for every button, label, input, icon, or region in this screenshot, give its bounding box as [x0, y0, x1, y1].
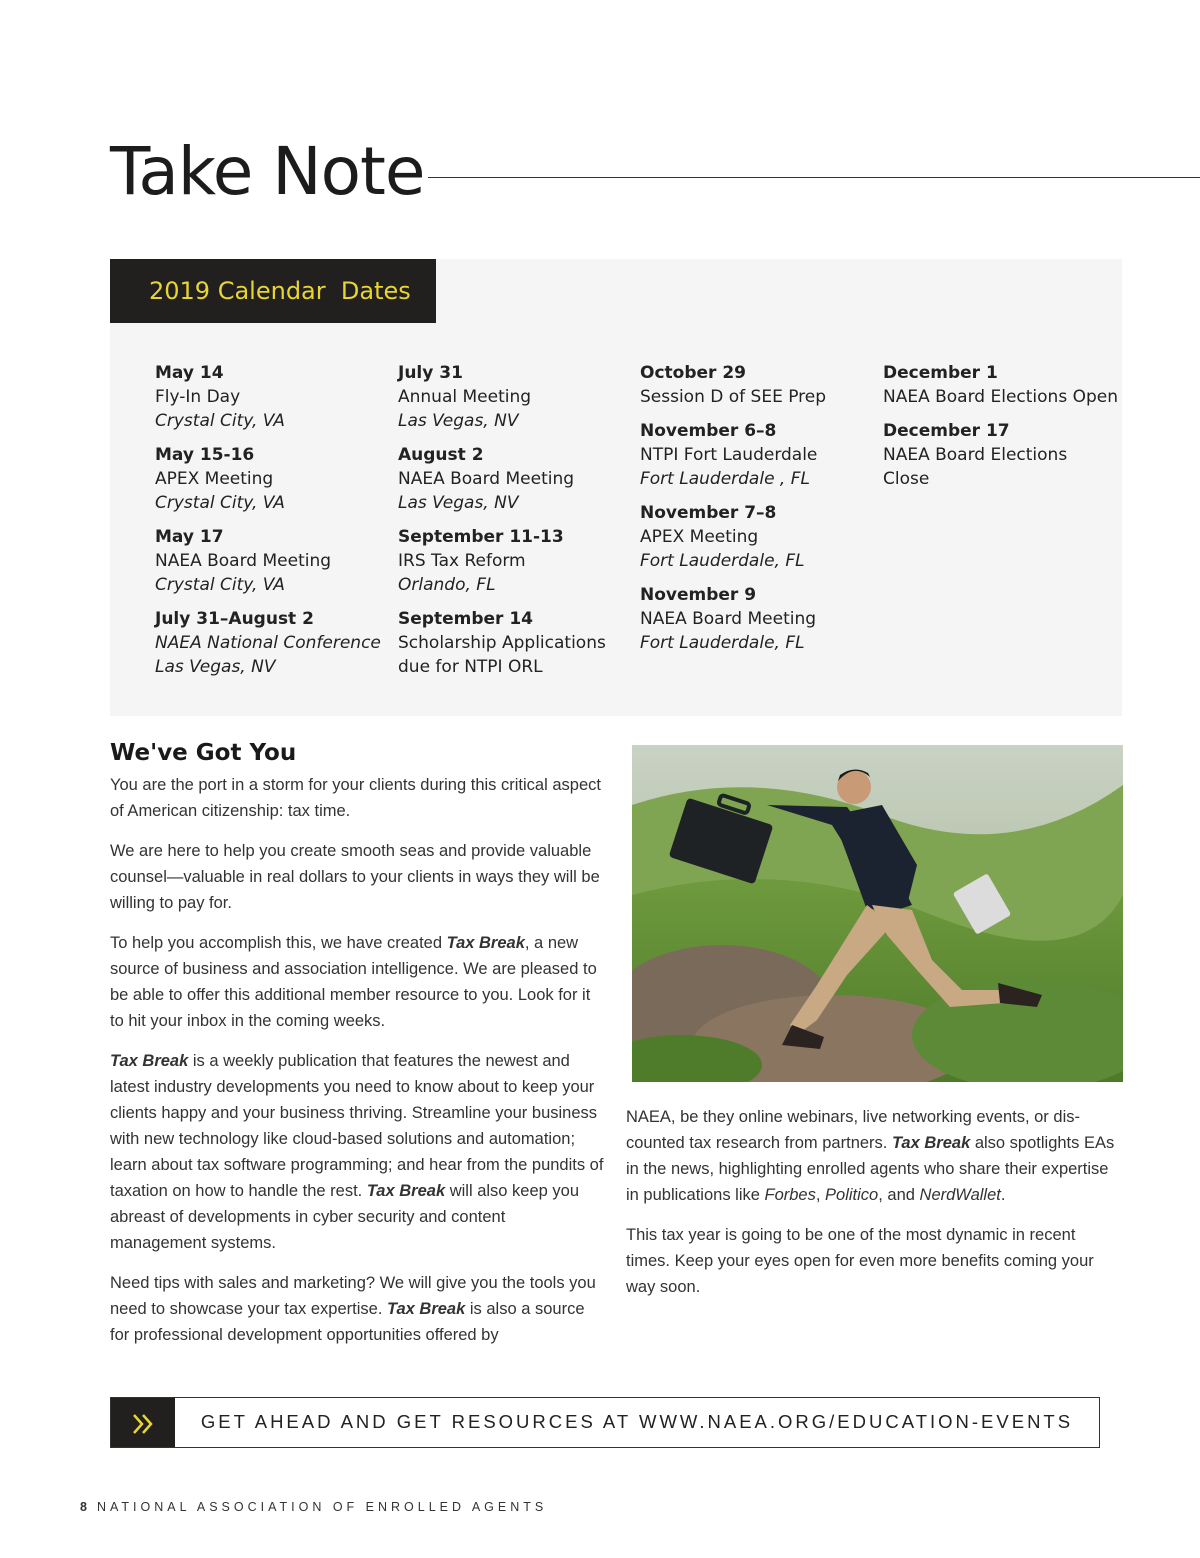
calendar-event	[155, 607, 395, 679]
event-detail: Orlando, FL	[398, 575, 496, 595]
event-title: NAEA National Conference	[155, 633, 381, 653]
event-title: APEX Meeting	[155, 469, 274, 489]
event-date: October 29	[640, 363, 746, 383]
event-title: IRS Tax Reform	[398, 551, 526, 571]
calendar-event	[398, 443, 638, 515]
calendar-panel	[110, 259, 1122, 716]
event-date: July 31	[398, 363, 463, 383]
footer-org-name: NATIONAL ASSOCIATION OF ENROLLED AGENTS	[96, 1500, 548, 1514]
event-date: July 31–August 2	[155, 609, 314, 629]
event-date: May 17	[155, 527, 224, 547]
event-title: Scholarship Applications	[398, 633, 606, 653]
event-detail: Fort Lauderdale, FL	[640, 633, 805, 653]
page-footer	[80, 1500, 547, 1514]
calendar-event	[398, 525, 638, 597]
event-detail: Crystal City, VA	[155, 575, 285, 595]
event-date: December 17	[883, 421, 1010, 441]
businessman-jumping-photo	[632, 745, 1123, 1082]
event-title: NTPI Fort Lauderdale	[640, 445, 818, 465]
event-detail: Las Vegas, NV	[398, 411, 519, 431]
event-title: Annual Meeting	[398, 387, 532, 407]
calendar-column	[398, 361, 638, 689]
calendar-header: 2019 Calendar Dates	[110, 259, 436, 323]
event-date: November 7–8	[640, 503, 777, 523]
event-date: December 1	[883, 363, 998, 383]
page-number: 8	[80, 1500, 87, 1514]
event-detail: Las Vegas, NV	[398, 493, 519, 513]
calendar-event	[155, 443, 395, 515]
calendar-event	[883, 361, 1123, 409]
event-date: November 6–8	[640, 421, 777, 441]
event-title: NAEA Board Meeting	[155, 551, 332, 571]
event-date: August 2	[398, 445, 484, 465]
event-detail: Close	[883, 469, 930, 489]
event-date: November 9	[640, 585, 757, 605]
double-chevron-right-icon	[111, 1398, 175, 1447]
banner-link-text[interactable]: GET AHEAD AND GET RESOURCES AT WWW.NAEA.ORG/EDUCATION-EVENTS	[200, 1411, 1074, 1432]
paragraph: NAEA, be they online webinars, live networking events, or dis-counted tax research from partners. Tax Break also spotlights EAs in the news, highlighting enrolled agents who share their expertise in publications like Forbes, Politico, and NerdWallet.	[626, 1108, 1115, 1204]
calendar-column	[883, 361, 1123, 501]
calendar-event	[883, 419, 1123, 491]
calendar-event	[640, 361, 880, 409]
calendar-event	[640, 419, 880, 491]
calendar-event	[398, 607, 638, 679]
paragraph: We are here to help you create smooth seas and provide valuable counsel—valuable in real dollars to your clients in ways they will be willing to pay for.	[110, 842, 600, 912]
event-date: May 15-16	[155, 445, 255, 465]
calendar-event	[155, 525, 395, 597]
calendar-event	[640, 583, 880, 655]
calendar-event	[155, 361, 395, 433]
calendar-event	[398, 361, 638, 433]
article-column-left	[110, 772, 605, 1362]
calendar-column	[640, 361, 880, 665]
event-detail: Crystal City, VA	[155, 493, 285, 513]
calendar-event	[640, 501, 880, 573]
event-date: September 14	[398, 609, 533, 629]
paragraph: You are the port in a storm for your clients during this critical aspect of American citizenship: tax time.	[110, 776, 601, 820]
event-title: NAEA Board Elections	[883, 445, 1068, 465]
event-title: APEX Meeting	[640, 527, 759, 547]
paragraph: Need tips with sales and marketing? We will give you the tools you need to showcase your tax expertise. Tax Break is also a source for professional development opportunities offered by	[110, 1274, 596, 1344]
event-detail: due for NTPI ORL	[398, 657, 543, 677]
event-title: Fly-In Day	[155, 387, 241, 407]
event-detail: Las Vegas, NV	[155, 657, 276, 677]
event-title: NAEA Board Elections Open	[883, 387, 1118, 407]
event-title: NAEA Board Meeting	[640, 609, 817, 629]
event-title: Session D of SEE Prep	[640, 387, 827, 407]
event-title: NAEA Board Meeting	[398, 469, 575, 489]
event-detail: Crystal City, VA	[155, 411, 285, 431]
paragraph: Tax Break is a weekly publication that features the newest and latest industry developments you need to know about to keep your clients happy and your business thriving. Streamline your business with new technology like cloud-based solutions and automation; learn about tax software programming; and hear from the pundits of taxation on how to handle the rest. Tax Break will also keep you abreast of developments in cyber security and content management systems.	[110, 1052, 604, 1252]
resources-banner[interactable]	[110, 1397, 1100, 1448]
section-heading: We've Got You	[110, 740, 297, 766]
event-date: May 14	[155, 363, 224, 383]
event-detail: Fort Lauderdale, FL	[640, 551, 805, 571]
event-detail: Fort Lauderdale , FL	[640, 469, 810, 489]
article-column-right	[626, 1104, 1121, 1314]
paragraph: This tax year is going to be one of the most dynamic in recent times. Keep your eyes open for even more benefits coming your way soon.	[626, 1226, 1094, 1296]
page-title: Take Note	[110, 133, 425, 210]
event-date: September 11-13	[398, 527, 564, 547]
calendar-column	[155, 361, 395, 689]
paragraph: To help you accomplish this, we have created Tax Break, a new source of business and association intelligence. We are pleased to be able to offer this additional member resource to you. Look for it to hit your inbox in the coming weeks.	[110, 934, 597, 1030]
title-rule	[428, 177, 1200, 178]
